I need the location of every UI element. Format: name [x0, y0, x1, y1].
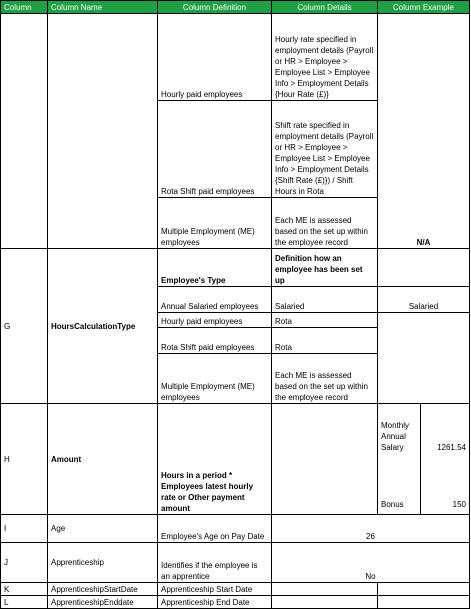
details-cell: Rota	[272, 313, 378, 328]
details-cell	[272, 583, 378, 596]
example-cell	[378, 249, 470, 287]
definition-cell: Hourly paid employees	[158, 313, 272, 328]
column-name-cell: Apprenticeship	[48, 543, 158, 583]
definition-cell: Multiple Employment (ME) employees	[158, 354, 272, 404]
details-cell: Salaried	[272, 287, 378, 313]
column-letter-cell: G	[1, 249, 48, 404]
details-cell: Shift rate specified in employment details (Payroll or HR > Employee > Employee List > Employee Info > Employment Details {Shift Rate (£)}) / Shift Hours in Rota	[272, 101, 378, 198]
example-value-salary: 1261.54	[437, 443, 466, 452]
details-cell	[272, 404, 378, 515]
column-letter-cell: L	[1, 596, 48, 609]
table-row	[1, 583, 470, 596]
details-cell: Hourly rate specified in employment details (Payroll or HR > Employee > Employee List > Employee Info > Employment Details {Hour Rate (£)}	[272, 14, 378, 101]
details-cell: Each ME is assessed based on the set up within the employee record	[272, 354, 378, 404]
header-row	[1, 1, 470, 14]
column-letter-cell: J	[1, 543, 48, 583]
example-label-bonus: Bonus	[381, 500, 404, 509]
column-name-cell: HoursCalculationType	[48, 249, 158, 404]
definition-cell: Apprenticeship End Date	[158, 596, 272, 609]
definition-header-cell: Employee's Type	[158, 249, 272, 287]
table-row	[1, 404, 470, 515]
example-cell	[378, 313, 470, 404]
example-divider	[420, 404, 421, 514]
table-row	[1, 596, 470, 609]
column-letter-cell: H	[1, 404, 48, 515]
header-column-name: Column Name	[48, 1, 158, 14]
example-cell	[378, 583, 470, 596]
definition-cell: Rota Shift paid employees	[158, 101, 272, 198]
table-row	[1, 14, 470, 101]
header-column-example: Column Example	[378, 1, 470, 14]
example-cell: N/A	[378, 14, 470, 249]
definition-cell: Employee's Age on Pay Date	[158, 515, 272, 543]
example-cell: Salaried	[378, 287, 470, 313]
table-row	[1, 515, 470, 543]
column-name-cell: ApprenticeshipEnddate	[48, 596, 158, 609]
column-name-cell: Age	[48, 515, 158, 543]
column-name-cell: ApprenticeshipStartDate	[48, 583, 158, 596]
header-column: Column	[1, 1, 48, 14]
definition-cell: Multiple Employment (ME) employees	[158, 198, 272, 249]
definition-cell: Identifies if the employee is an apprentice	[158, 543, 272, 583]
header-column-details: Column Details	[272, 1, 378, 14]
example-cell: 26	[272, 515, 470, 543]
table-row	[1, 543, 470, 583]
details-cell: Rota	[272, 328, 378, 354]
example-cell	[378, 404, 470, 515]
column-letter-cell	[1, 14, 48, 249]
details-cell	[272, 596, 378, 609]
example-label-salary: Monthly Annual Salary	[381, 421, 410, 452]
definition-cell: Annual Salaried employees	[158, 287, 272, 313]
example-cell	[378, 596, 470, 609]
details-header-cell: Definition how an employee has been set up	[272, 249, 378, 287]
column-letter-cell: I	[1, 515, 48, 543]
definition-cell: Hours in a period * Employees latest hourly rate or Other payment amount	[158, 404, 272, 515]
definition-cell: Hourly paid employees	[158, 14, 272, 101]
table-row	[1, 249, 470, 287]
definition-cell: Rota Shift paid employees	[158, 328, 272, 354]
header-column-definition: Column Definition	[158, 1, 272, 14]
definition-cell: Apprenticeship Start Date	[158, 583, 272, 596]
column-name-cell: Amount	[48, 404, 158, 515]
details-cell: Each ME is assessed based on the set up within the employee record	[272, 198, 378, 249]
example-cell: No	[272, 543, 470, 583]
column-letter-cell: K	[1, 583, 48, 596]
column-name-cell	[48, 14, 158, 249]
example-value-bonus: 150	[452, 500, 466, 509]
